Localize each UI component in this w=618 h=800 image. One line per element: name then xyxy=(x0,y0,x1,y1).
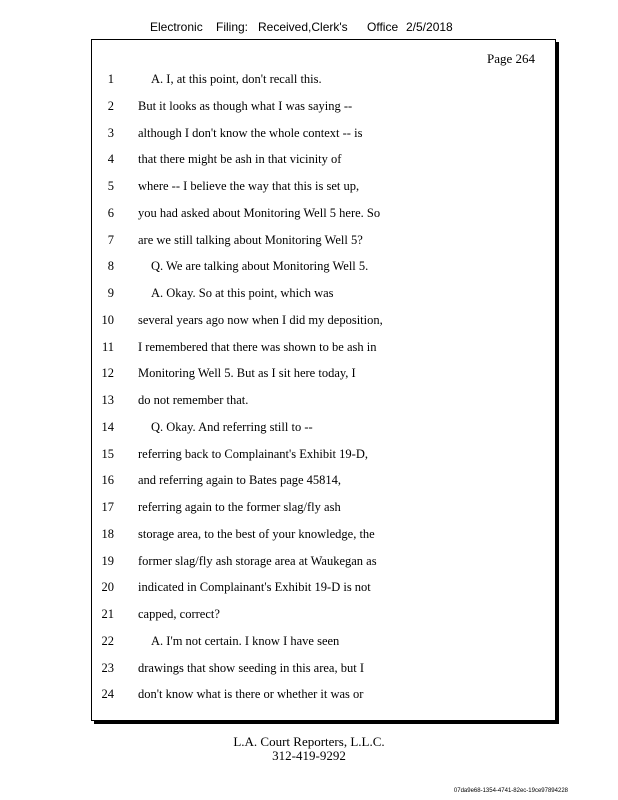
frame-shadow-right xyxy=(556,42,559,724)
header-date: 2/5/2018 xyxy=(406,20,453,34)
line-text: Q. We are talking about Monitoring Well 5. xyxy=(151,259,369,274)
line-text: referring back to Complainant's Exhibit 19-D, xyxy=(138,446,368,461)
header-office: Office xyxy=(367,20,399,34)
line-number: 8 xyxy=(107,259,114,274)
line-number: 9 xyxy=(107,286,114,300)
line-number: 3 xyxy=(107,125,114,140)
line-number: 12 xyxy=(101,366,114,381)
line-text: where -- I believe the way that this is set up, xyxy=(138,179,360,193)
line-text: indicated in Complainant's Exhibit 19-D is not xyxy=(138,580,371,595)
line-text: Q. Okay. And referring still to -- xyxy=(151,419,313,434)
line-text: storage area, to the best of your knowledge, the xyxy=(138,526,375,541)
line-text: I remembered that there was shown to be ash in xyxy=(138,339,377,354)
line-text: are we still talking about Monitoring Well 5? xyxy=(138,232,363,247)
line-number: 19 xyxy=(101,553,114,568)
line-text: that there might be ash in that vicinity of xyxy=(138,152,342,167)
header-electronic: Electronic xyxy=(150,20,203,34)
frame-shadow-bottom xyxy=(94,721,559,724)
line-text: referring again to the former slag/fly ash xyxy=(138,500,341,514)
header-received: Received,Clerk's xyxy=(258,20,348,34)
line-number: 6 xyxy=(107,205,114,220)
line-text: drawings that show seeding in this area, but I xyxy=(138,660,364,675)
page-number: Page 264 xyxy=(487,51,536,66)
court-reporter-phone: 312-419-9292 xyxy=(272,748,346,763)
line-number: 14 xyxy=(101,419,114,434)
line-text: capped, correct? xyxy=(138,607,220,621)
line-number: 1 xyxy=(107,72,114,86)
document-hash: 07da9e68-1354-4741-82ec-19ce97894228 xyxy=(453,788,568,794)
line-text: several years ago now when I did my deposition, xyxy=(138,312,383,327)
line-number: 24 xyxy=(101,687,114,702)
line-text: Monitoring Well 5. But as I sit here today, I xyxy=(138,366,356,381)
line-text: although I don't know the whole context -- is xyxy=(138,125,363,140)
line-text: don't know what is there or whether it was or xyxy=(138,687,364,702)
court-reporter-name: L.A. Court Reporters, L.L.C. xyxy=(233,734,385,749)
line-number: 17 xyxy=(101,500,114,514)
line-number: 11 xyxy=(101,339,114,354)
line-text: But it looks as though what I was saying -- xyxy=(138,98,353,113)
line-text: A. I, at this point, don't recall this. xyxy=(151,72,322,86)
line-number: 5 xyxy=(107,179,114,193)
filing-stamp-header xyxy=(0,20,618,36)
line-number: 7 xyxy=(107,232,114,247)
line-text: A. I'm not certain. I know I have seen xyxy=(151,633,340,648)
line-text: and referring again to Bates page 45814, xyxy=(138,473,342,488)
line-number: 21 xyxy=(101,607,114,621)
line-text: do not remember that. xyxy=(138,393,249,407)
header-filing: Filing: xyxy=(216,20,249,34)
line-number: 10 xyxy=(101,312,114,327)
line-number: 13 xyxy=(101,393,114,407)
line-number: 20 xyxy=(101,580,114,595)
line-text: you had asked about Monitoring Well 5 here. So xyxy=(138,205,381,220)
line-number: 16 xyxy=(101,473,114,488)
line-number: 22 xyxy=(101,633,114,648)
line-number: 2 xyxy=(107,98,114,113)
line-number: 15 xyxy=(101,446,114,461)
line-number: 23 xyxy=(101,660,114,675)
line-number: 18 xyxy=(101,526,114,541)
line-text: A. Okay. So at this point, which was xyxy=(151,286,334,300)
line-number: 4 xyxy=(107,152,114,167)
line-text: former slag/fly ash storage area at Waukegan as xyxy=(138,553,377,568)
